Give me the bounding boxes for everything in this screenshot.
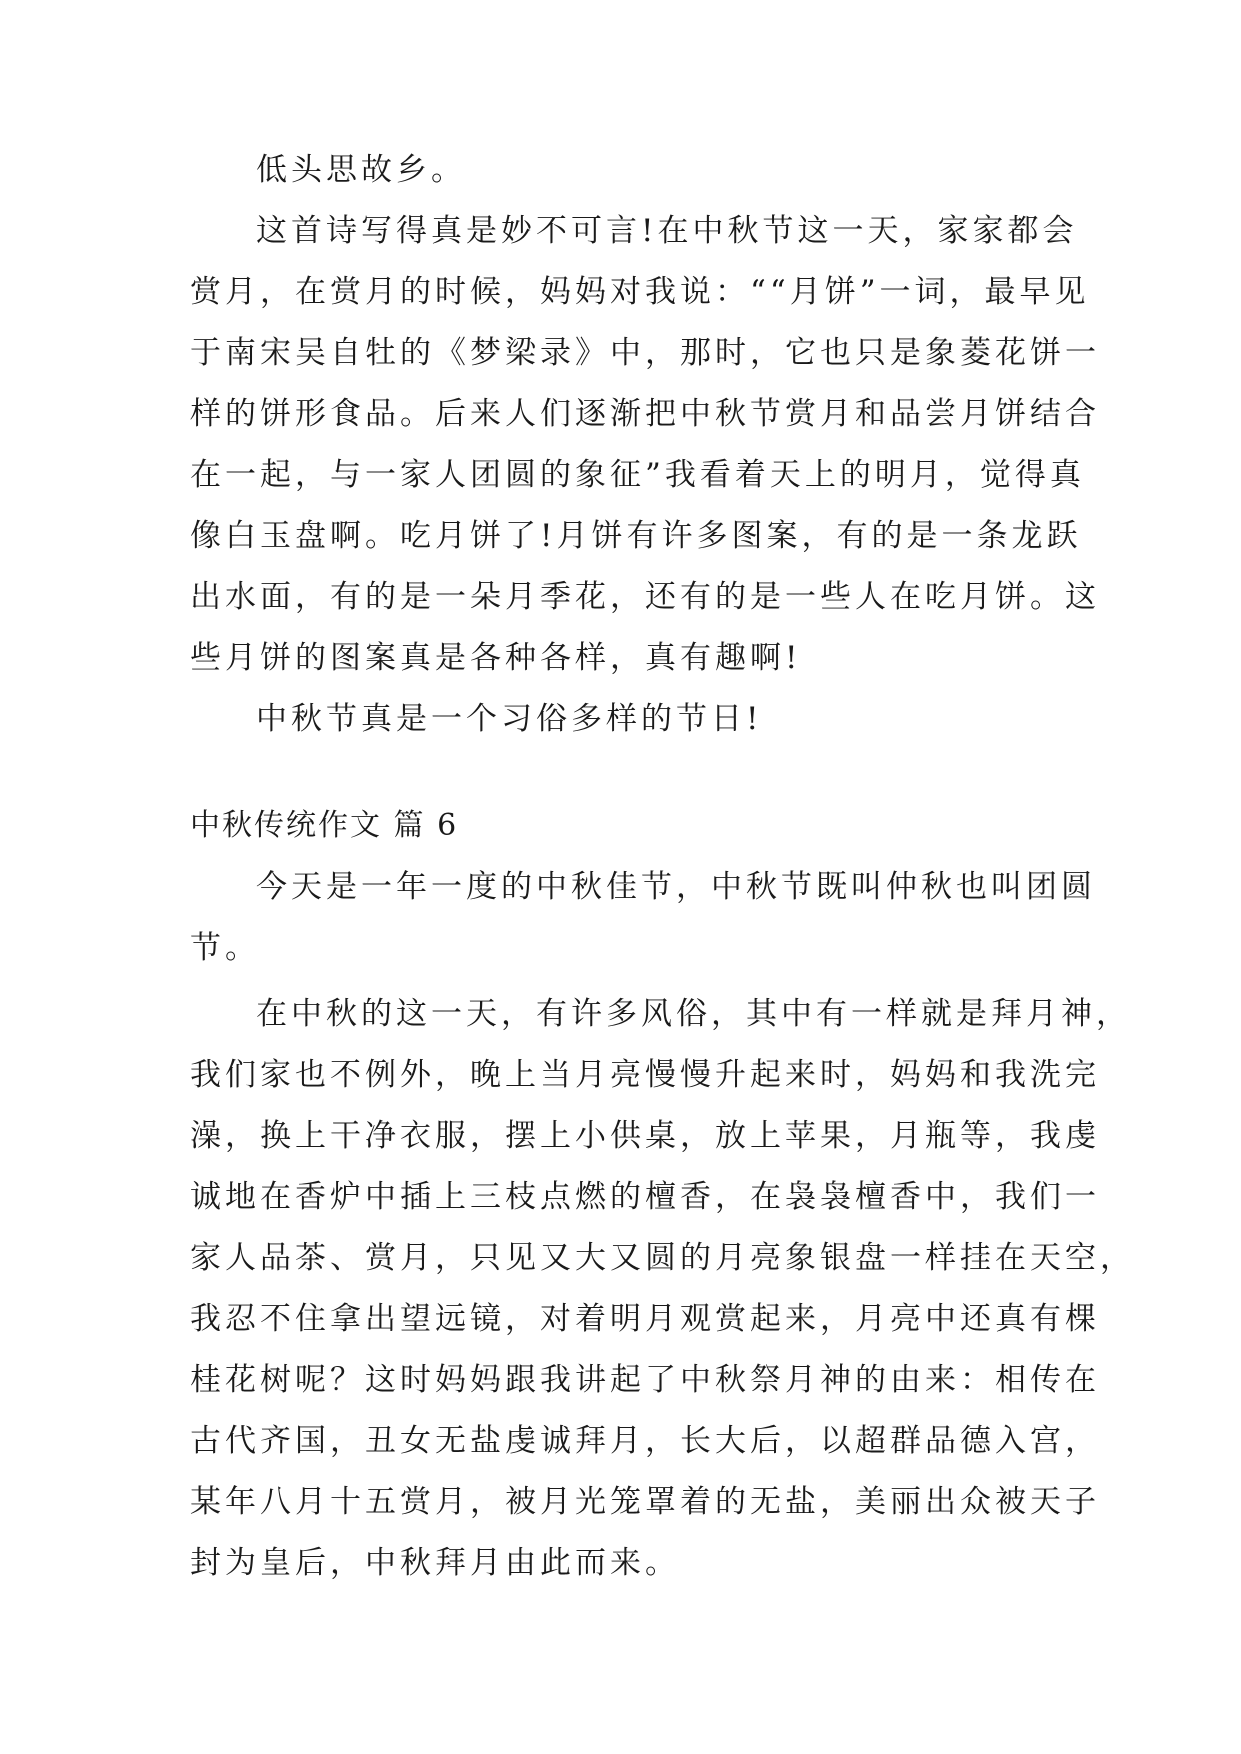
paragraph-line: 中秋节真是一个习俗多样的节日! — [256, 701, 763, 737]
section-heading: 中秋传统作文 篇 6 — [190, 808, 459, 843]
paragraph-line: 这首诗写得真是妙不可言!在中秋节这一天，家家都会 — [256, 213, 1078, 249]
paragraph-line: 某年八月十五赏月，被月光笼罩着的无盐，美丽出众被天子 — [190, 1484, 1100, 1520]
paragraph-line: 像白玉盘啊。吃月饼了!月饼有许多图案，有的是一条龙跃 — [190, 518, 1082, 554]
paragraph-line: 些月饼的图案真是各种各样，真有趣啊! — [190, 640, 802, 676]
paragraph-line: 封为皇后，中秋拜月由此而来。 — [190, 1545, 680, 1581]
paragraph-line: 在中秋的这一天，有许多风俗，其中有一样就是拜月神， — [256, 996, 1131, 1032]
paragraph-line: 出水面，有的是一朵月季花，还有的是一些人在吃月饼。这 — [190, 579, 1100, 615]
paragraph-line: 在一起，与一家人团圆的象征”我看着天上的明月，觉得真 — [190, 457, 1085, 493]
paragraph-line: 赏月，在赏月的时候，妈妈对我说：““月饼”一词，最早见 — [190, 274, 1090, 310]
paragraph-line: 我们家也不例外，晚上当月亮慢慢升起来时，妈妈和我洗完 — [190, 1057, 1100, 1093]
paragraph-line: 今天是一年一度的中秋佳节，中秋节既叫仲秋也叫团圆 — [256, 869, 1096, 905]
paragraph-line: 桂花树呢？这时妈妈跟我讲起了中秋祭月神的由来：相传在 — [190, 1362, 1100, 1398]
paragraph-line: 诚地在香炉中插上三枝点燃的檀香，在袅袅檀香中，我们一 — [190, 1179, 1100, 1215]
paragraph-line: 于南宋吴自牡的《梦梁录》中，那时，它也只是象菱花饼一 — [190, 335, 1100, 371]
paragraph-line: 澡，换上干净衣服，摆上小供桌，放上苹果，月瓶等，我虔 — [190, 1118, 1100, 1154]
paragraph-line: 家人品茶、赏月，只见又大又圆的月亮象银盘一样挂在天空， — [190, 1240, 1135, 1276]
paragraph-line: 样的饼形食品。后来人们逐渐把中秋节赏月和品尝月饼结合 — [190, 396, 1100, 432]
paragraph-line: 低头思故乡。 — [256, 152, 466, 188]
paragraph-line: 古代齐国，丑女无盐虔诚拜月，长大后，以超群品德入宫， — [190, 1423, 1100, 1459]
paragraph-line: 节。 — [190, 930, 260, 966]
paragraph-line: 我忍不住拿出望远镜，对着明月观赏起来，月亮中还真有棵 — [190, 1301, 1100, 1337]
